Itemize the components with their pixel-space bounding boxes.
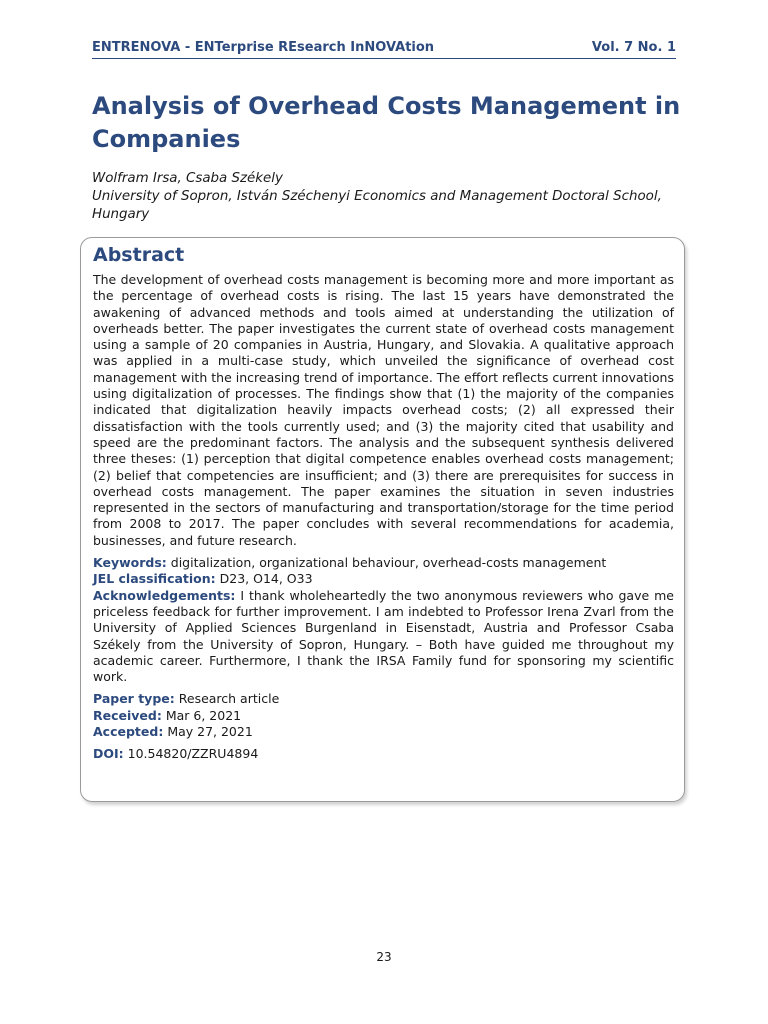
publication-dates [93, 691, 674, 740]
jel-line [93, 571, 674, 587]
acknowledgements-line [93, 588, 674, 686]
abstract-heading: Abstract [93, 244, 185, 266]
paper-type-line [93, 691, 674, 707]
doi-value[interactable]: 10.54820/ZZRU4894 [127, 746, 259, 762]
abstract-box [80, 237, 685, 802]
keywords-value: digitalization, organizational behaviour, overhead-costs management [170, 555, 607, 571]
accepted-line [93, 724, 674, 740]
volume-issue: Vol. 7 No. 1 [591, 40, 676, 55]
doi-label: DOI: [93, 746, 124, 762]
article-metadata [93, 555, 674, 685]
author-block [92, 170, 682, 224]
received-label: Received: [93, 707, 162, 723]
received-value: Mar 6, 2021 [165, 707, 242, 723]
author-names: Wolfram Irsa, Csaba Székely [92, 171, 283, 186]
paper-title: Analysis of Overhead Costs Management in Companies [92, 92, 681, 153]
jel-value: D23, O14, O33 [219, 571, 313, 587]
accepted-label: Accepted: [93, 724, 164, 740]
doi-line [93, 746, 674, 762]
accepted-value: May 27, 2021 [167, 724, 253, 740]
received-line [93, 708, 674, 724]
running-header [92, 36, 676, 59]
journal-name: ENTRENOVA - ENTerprise REsearch InNOVAtion [92, 40, 435, 55]
keywords-line [93, 555, 674, 571]
keywords-label: Keywords: [93, 555, 167, 571]
author-affiliation: University of Sopron, István Széchenyi Economics and Management Doctoral School, Hungary [92, 189, 662, 222]
jel-label: JEL classification: [93, 571, 216, 587]
paper-type-label: Paper type: [93, 691, 175, 707]
paper-type-value: Research article [178, 691, 280, 707]
acknowledgements-value: I thank wholeheartedly the two anonymous reviewers who gave me priceless feedback for further improvement. I am indebted to Professor Irena Zvarl from the University of Applied Sciences Burgenland in Eisenstadt, Austria and Professor Csaba Székely from the University of Sopron, Hungary. – Both have guided me throughout my academic career. Furthermore, I thank the IRSA Family fund for sponsoring my scientific work. [93, 587, 674, 685]
abstract-text: The development of overhead costs management is becoming more and more important as the percentage of overhead costs is rising. The last 15 years have demonstrated the awakening of advanced methods and tools aimed at understanding the utilization of overheads better. The paper investigates the current state of overhead costs management using a sample of 20 companies in Austria, Hungary, and Slovakia. A qualitative approach was applied in a multi-case study, which unveiled the significance of overhead cost management with the increasing trend of importance. The effort reflects current innovations using digitalization of processes. The findings show that (1) the majority of the companies indicated that digitalization heavily impacts overhead costs; (2) all expressed their dissatisfaction with the tools currently used; and (3) the majority cited that usability and speed are the predominant factors. The analysis and the subsequent synthesis delivered three theses: (1) perception that digital competence enables overhead costs management; (2) belief that competencies are insufficient; and (3) there are prerequisites for success in overhead costs management. The paper examines the situation in seven industries represented in the sectors of manufacturing and transportation/storage for the time period from 2008 to 2017. The paper concludes with several recommendations for academia, businesses, and future research. [93, 272, 674, 548]
acknowledgements-label: Acknowledgements: [93, 587, 236, 603]
page-number: 23 [376, 950, 392, 964]
